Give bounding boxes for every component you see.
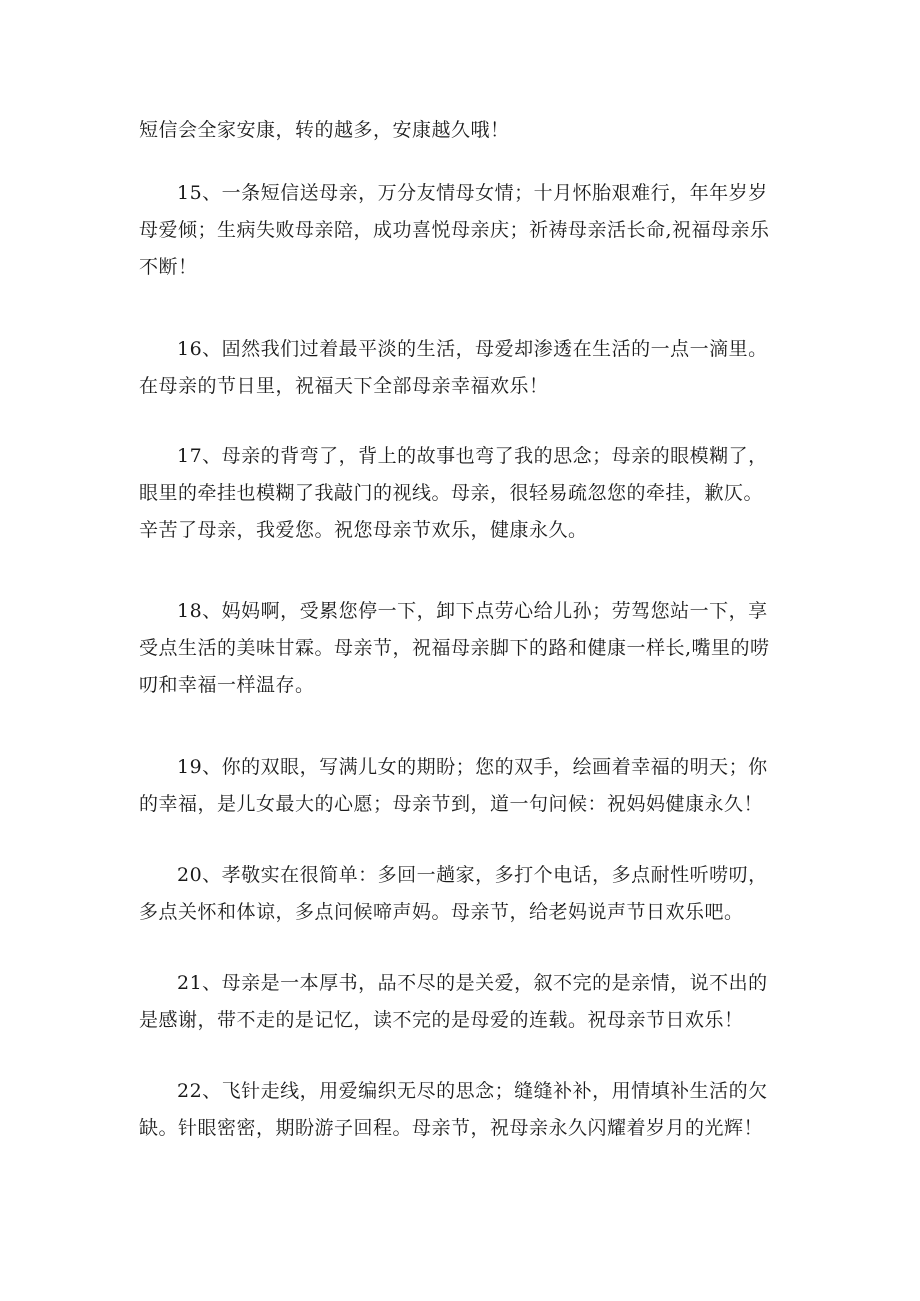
- paragraph-20: [139, 857, 789, 931]
- text-line: 不断！: [139, 256, 198, 278]
- paragraph-18: [139, 593, 789, 704]
- text-line: 短信会全家安康，转的越多，安康越久哦！: [139, 119, 510, 141]
- text-line: 多点关怀和体谅，多点问候啼声妈。母亲节，给老妈说声节日欢乐吧。: [139, 901, 744, 923]
- text-line: 的幸福，是儿女最大的心愿；母亲节到，道一句问候：祝妈妈健康永久！: [139, 793, 764, 815]
- text-line: 眼里的牵挂也模糊了我敲门的视线。母亲，很轻易疏忽您的牵挂，歉仄。: [139, 482, 764, 504]
- text-line: 19、你的双眼，写满儿女的期盼；您的双手，绘画着幸福的明天；你: [177, 756, 768, 778]
- text-line: 叨和幸福一样温存。: [139, 674, 315, 696]
- text-line: 22、飞针走线，用爱编织无尽的思念；缝缝补补，用情填补生活的欠: [177, 1080, 768, 1102]
- text-line: 18、妈妈啊，受累您停一下，卸下点劳心给儿孙；劳驾您站一下，享: [177, 600, 768, 622]
- text-line: 15、一条短信送母亲，万分友情母女情；十月怀胎艰难行，年年岁岁: [177, 182, 768, 204]
- text-line: 20、孝敬实在很简单：多回一趟家，多打个电话，多点耐性听唠叨，: [177, 864, 768, 886]
- paragraph-19: [139, 749, 789, 823]
- paragraph-15: [139, 175, 789, 286]
- paragraph-14-tail: [139, 112, 789, 149]
- text-line: 母爱倾；生病失败母亲陪，成功喜悦母亲庆；祈祷母亲活长命,祝福母亲乐: [139, 219, 770, 241]
- text-line: 缺。针眼密密，期盼游子回程。母亲节，祝母亲永久闪耀着岁月的光辉！: [139, 1117, 764, 1139]
- paragraph-16: [139, 331, 789, 405]
- text-line: 辛苦了母亲，我爱您。祝您母亲节欢乐，健康永久。: [139, 519, 588, 541]
- text-line: 21、母亲是一本厚书，品不尽的是关爱，叙不完的是亲情，说不出的: [177, 972, 768, 994]
- paragraph-22: [139, 1073, 789, 1147]
- paragraph-17: [139, 438, 789, 549]
- text-line: 在母亲的节日里，祝福天下全部母亲幸福欢乐！: [139, 375, 549, 397]
- text-line: 17、母亲的背弯了，背上的故事也弯了我的思念；母亲的眼模糊了，: [177, 445, 768, 467]
- text-line: 是感谢，带不走的是记忆，读不完的是母爱的连载。祝母亲节日欢乐！: [139, 1009, 744, 1031]
- text-line: 16、固然我们过着最平淡的生活，母爱却渗透在生活的一点一滴里。: [177, 338, 768, 360]
- text-line: 受点生活的美味甘霖。母亲节，祝福母亲脚下的路和健康一样长,嘴里的唠: [139, 637, 770, 659]
- paragraph-21: [139, 965, 789, 1039]
